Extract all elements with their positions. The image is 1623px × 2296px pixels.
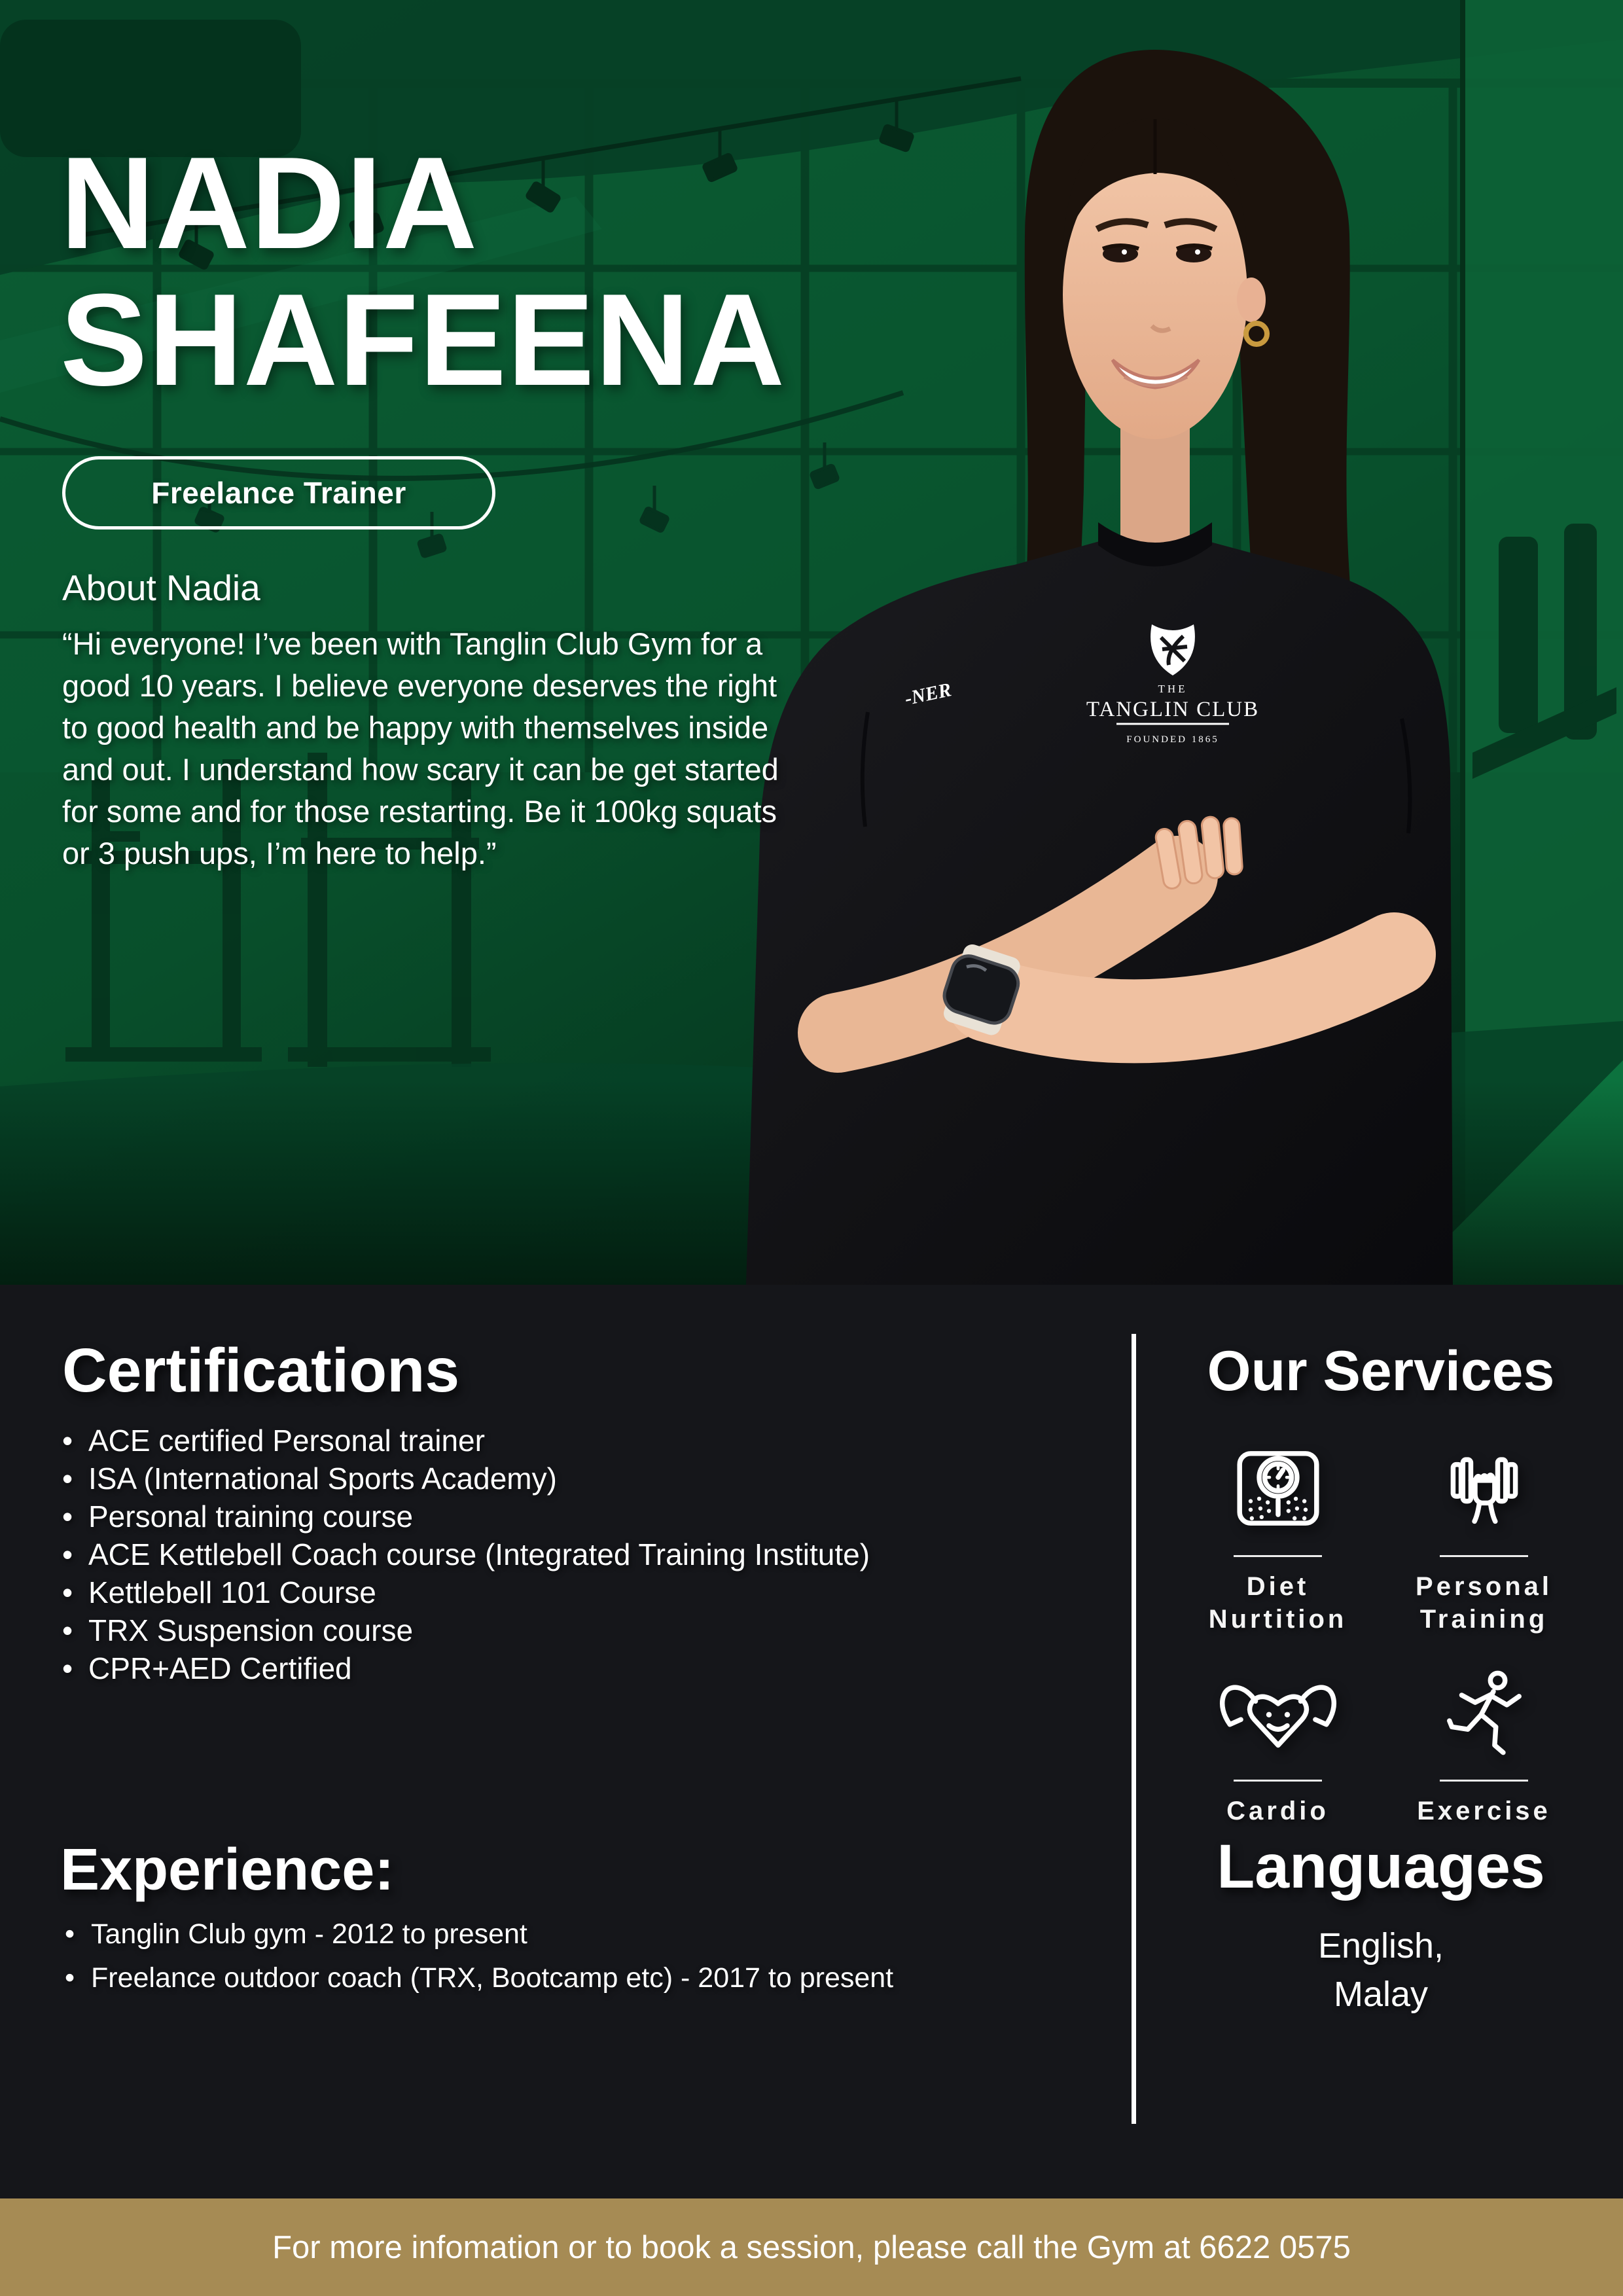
list-item: • Personal training course <box>62 1498 870 1535</box>
dumbbell-hand-icon <box>1438 1440 1530 1537</box>
trainer-portrait <box>733 38 1466 1285</box>
list-item: • ACE Kettlebell Coach course (Integrated Training Institute) <box>62 1535 870 1573</box>
footer-contact-text: For more infomation or to book a session, please call the Gym at 6622 0575 <box>272 2229 1351 2265</box>
languages-heading: Languages <box>1217 1832 1545 1901</box>
certifications-heading: Certifications <box>62 1336 460 1405</box>
languages-list <box>1175 1922 1587 2018</box>
list-item: • TRX Suspension course <box>62 1611 870 1649</box>
about-quote: “Hi everyone! I’ve been with Tanglin Club Gym for a good 10 years. I believe everyone deserves the right to good health and be happy with themselves inside and out. I understand how scary it can be get started for some and for those restarting. Be it 100kg squats or 3 push ups, I’m here to help.” <box>62 626 779 870</box>
service-label: Personal Training <box>1416 1572 1552 1634</box>
role-badge-label: Freelance Trainer <box>151 476 406 510</box>
services-heading: Our Services <box>1207 1340 1555 1403</box>
service-rule <box>1440 1780 1528 1782</box>
experience-heading: Experience: <box>60 1837 395 1903</box>
scale-icon <box>1232 1440 1324 1537</box>
about-heading: About Nadia <box>62 567 260 608</box>
service-exercise <box>1381 1664 1587 1827</box>
list-item: • Kettlebell 101 Course <box>62 1573 870 1611</box>
certifications-list <box>62 1422 870 1687</box>
cardio-heart-icon <box>1214 1664 1342 1761</box>
role-badge <box>62 456 495 529</box>
runner-icon <box>1438 1664 1530 1761</box>
service-diet-nutrition <box>1175 1440 1381 1636</box>
trainer-first-name: NADIA <box>60 130 478 276</box>
list-item: • ISA (International Sports Academy) <box>62 1460 870 1498</box>
service-label: Cardio <box>1226 1797 1329 1825</box>
service-personal-training <box>1381 1440 1587 1636</box>
list-item: • Freelance outdoor coach (TRX, Bootcamp etc) - 2017 to present <box>62 1956 893 2000</box>
service-label: Exercise <box>1417 1797 1551 1825</box>
service-rule <box>1234 1555 1322 1557</box>
service-label: Diet Nurtition <box>1208 1572 1347 1634</box>
service-rule <box>1440 1555 1528 1557</box>
language-item: Malay <box>1333 1975 1429 2014</box>
svg-text:FOUNDED 1865: FOUNDED 1865 <box>1126 734 1219 745</box>
svg-text:TANGLIN CLUB: TANGLIN CLUB <box>1086 698 1260 721</box>
service-cardio <box>1175 1664 1381 1827</box>
svg-text:THE: THE <box>1158 683 1188 695</box>
list-item: • Tanglin Club gym - 2012 to present <box>62 1912 893 1956</box>
list-item: • ACE certified Personal trainer <box>62 1422 870 1460</box>
column-divider <box>1132 1334 1136 2124</box>
trainer-last-name: SHAFEENA <box>60 267 786 413</box>
services-grid <box>1175 1440 1587 1827</box>
shirt-sleeve-text: -NER <box>902 679 954 710</box>
experience-list <box>62 1912 893 2000</box>
list-item: • CPR+AED Certified <box>62 1649 870 1687</box>
trainer-name <box>60 130 786 413</box>
footer-bar <box>0 2198 1623 2296</box>
service-rule <box>1234 1780 1322 1782</box>
language-item: English, <box>1317 1926 1444 1965</box>
